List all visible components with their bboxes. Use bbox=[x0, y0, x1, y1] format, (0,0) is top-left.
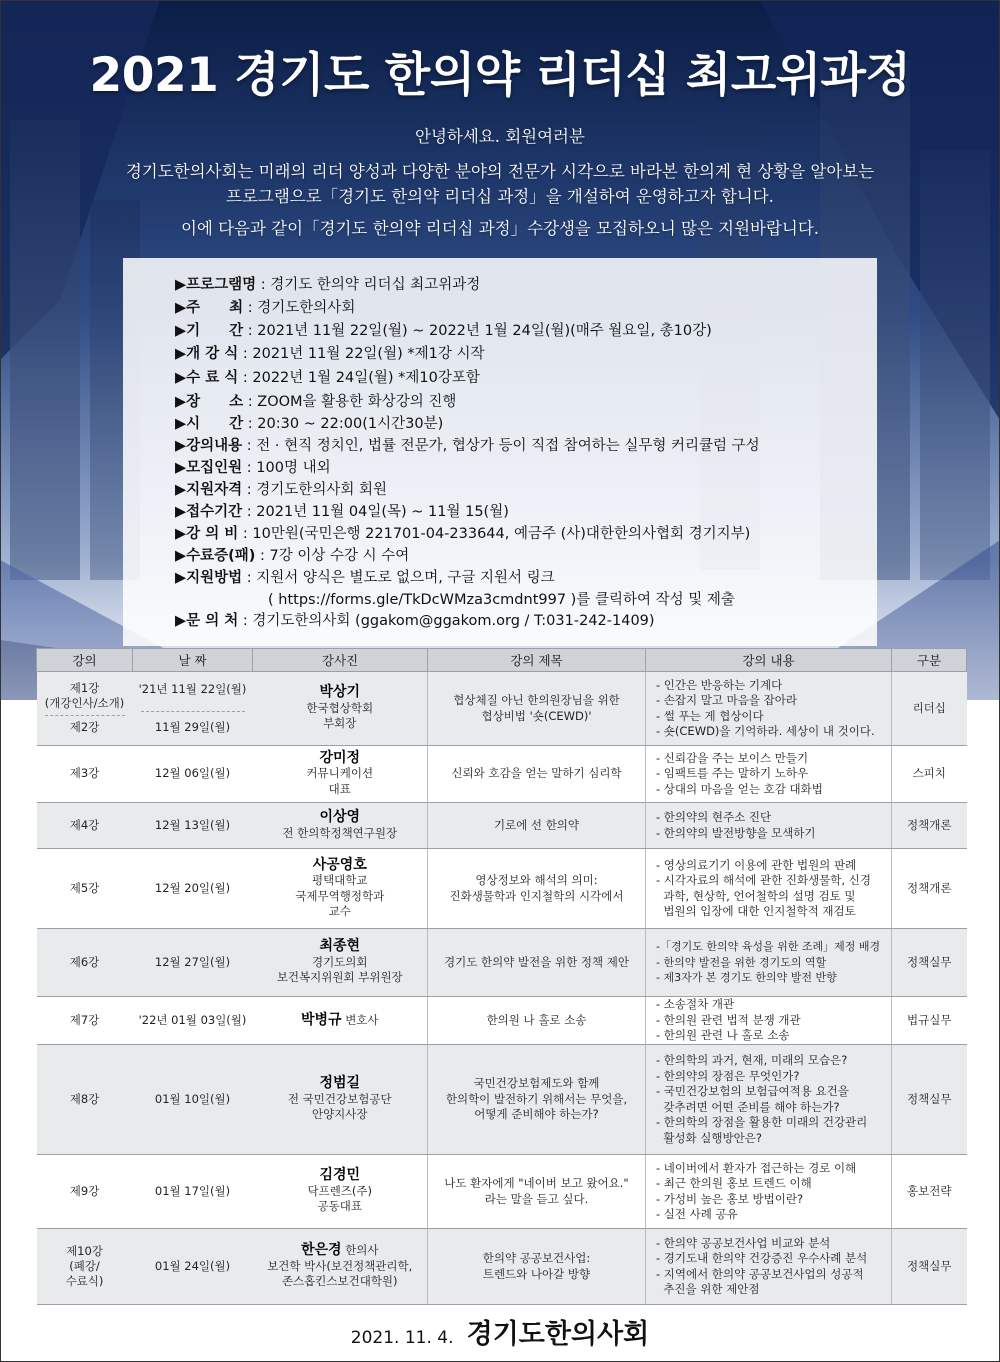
page-title: 2021 경기도 한의약 리더십 최고위과정 bbox=[89, 48, 911, 103]
content-cell: - 한의약 공공보건사업 비교와 분석 - 경기도내 한의약 건강증진 우수사례 분석 - 지역에서 한의약 공공보건사업의 성공적 추진을 위한 제안점 bbox=[646, 1229, 892, 1305]
category-cell: 리더십 bbox=[892, 672, 967, 746]
footer-date: 2021. 11. 4. bbox=[350, 1328, 454, 1348]
lecture-cell: 제1강 (개강인사/소개) 제2강 bbox=[37, 672, 133, 746]
lecturer-cell: 강미정 커뮤니케이션 대표 bbox=[253, 746, 428, 803]
date-cell: 01월 24일(월) bbox=[133, 1229, 253, 1305]
content-cell: - 신뢰감을 주는 보이스 만들기 - 임팩트를 주는 말하기 노하우 - 상대의 마음을 얻는 호감 대화법 bbox=[646, 746, 892, 803]
subject-cell: 국민건강보험제도와 함께 한의학이 발전하기 위해서는 무엇을, 어떻게 준비해야 하는가? bbox=[428, 1045, 646, 1155]
lecturer-cell: 사공영호 평택대학교 국제무역행정학과 교수 bbox=[253, 849, 428, 929]
category-cell: 정책실무 bbox=[892, 1229, 967, 1305]
lecturer-cell: 박상기 한국협상학회 부회장 bbox=[253, 672, 428, 746]
date-cell: 12월 20일(월) bbox=[133, 849, 253, 929]
category-cell: 스피치 bbox=[892, 746, 967, 803]
date-cell: 01월 10일(월) bbox=[133, 1045, 253, 1155]
lecturer-cell: 김경민 닥프렌즈(주) 공동대표 bbox=[253, 1155, 428, 1229]
date-cell: 12월 27일(월) bbox=[133, 929, 253, 997]
col-header-subject: 강의 제목 bbox=[428, 649, 646, 672]
info-row-application-period: ▶접수기간 : 2021년 11월 04일(목) ~ 11월 15(월) bbox=[175, 504, 509, 520]
content-cell: - 한의학의 과거, 현재, 미래의 모습은? - 한의약의 장점은 무엇인가? - 국민건강보험의 보험급여적용 요건을 갖추려면 어떤 준비를 해야 하는가? - 한의학의 장점을 활용한 미래의 건강관리 활성화 실행방안은? bbox=[646, 1045, 892, 1155]
date-cell: '22년 01월 03일(월) bbox=[133, 997, 253, 1045]
table-row bbox=[37, 1045, 967, 1155]
table-row bbox=[37, 929, 967, 997]
intro-line-1: 경기도한의사회는 미래의 리더 양성과 다양한 분야의 전문가 시각으로 바라본 한의계 현 상황을 알아보는 bbox=[125, 162, 875, 181]
lecturer-cell: 한은경 한의사 보건학 박사(보건정책관리학, 존스홉킨스보건대학원) bbox=[253, 1229, 428, 1305]
info-row-apply-method: ▶지원방법 : 지원서 양식은 별도로 없으며, 구글 지원서 링크 bbox=[175, 570, 555, 586]
lecture-schedule-table bbox=[36, 648, 966, 1308]
col-header-lecturer: 강사진 bbox=[253, 649, 428, 672]
lecture-cell: 제4강 bbox=[37, 803, 133, 849]
category-cell: 정책개론 bbox=[892, 803, 967, 849]
lecture-cell: 제10강 (폐강/ 수료식) bbox=[37, 1229, 133, 1305]
info-row-opening: ▶개 강 식 : 2021년 11월 22일(월) *제1강 시작 bbox=[175, 346, 485, 362]
content-cell: - 네이버에서 환자가 접근하는 경로 이해 - 최근 한의원 홍보 트렌드 이해 - 가성비 높은 홍보 방법이란? - 실전 사례 공유 bbox=[646, 1155, 892, 1229]
footer-organization: 경기도한의사회 bbox=[466, 1319, 650, 1350]
col-header-lecture: 강의 bbox=[37, 649, 133, 672]
table-row bbox=[37, 672, 967, 746]
content-cell: - 한의약의 현주소 진단 - 한의약의 발전방향을 모색하기 bbox=[646, 803, 892, 849]
lecturer-cell: 이상영 전 한의학정책연구원장 bbox=[253, 803, 428, 849]
lecture-cell: 제3강 bbox=[37, 746, 133, 803]
content-cell: - 소송절차 개관 - 한의원 관련 법적 분쟁 개관 - 한의원 관련 나 홀로 소송 bbox=[646, 997, 892, 1045]
intro-greeting: 안녕하세요. 회원여러분 bbox=[415, 127, 585, 146]
content-cell: - 영상의료기기 이용에 관한 법원의 판례 - 시각자료의 해석에 관한 진화생물학, 신경 과학, 현상학, 언어철학의 설명 검토 및 법원의 입장에 대한 인지철학적 재검토 bbox=[646, 849, 892, 929]
info-row-period: ▶기 간 : 2021년 11월 22일(월) ~ 2022년 1월 24일(월)(매주 월요일, 총10강) bbox=[175, 323, 712, 339]
info-row-program-name: ▶프로그램명 : 경기도 한의약 리더십 최고위과정 bbox=[175, 277, 481, 293]
subject-cell: 나도 환자에게 "네이버 보고 왔어요." 라는 말을 듣고 싶다. bbox=[428, 1155, 646, 1229]
subject-cell: 기로에 선 한의약 bbox=[428, 803, 646, 849]
table-row bbox=[37, 849, 967, 929]
table-row bbox=[37, 803, 967, 849]
category-cell: 정책실무 bbox=[892, 1045, 967, 1155]
category-cell: 정책실무 bbox=[892, 929, 967, 997]
lecturer-cell: 박병규 변호사 bbox=[253, 997, 428, 1045]
col-header-category: 구분 bbox=[892, 649, 967, 672]
table-row bbox=[37, 997, 967, 1045]
table-row bbox=[37, 1229, 967, 1305]
date-cell: 12월 06일(월) bbox=[133, 746, 253, 803]
content-cell: - 인간은 반응하는 기계다 - 손잡지 말고 마음을 잡아라 - 썰 푸는 게 협상이다 - 숏(CEWD)을 기억하라. 세상이 내 것이다. bbox=[646, 672, 892, 746]
lecturer-cell: 정범길 전 국민건강보험공단 안양지사장 bbox=[253, 1045, 428, 1155]
lecture-cell: 제7강 bbox=[37, 997, 133, 1045]
subject-cell: 경기도 한의약 발전을 위한 정책 제안 bbox=[428, 929, 646, 997]
info-row-capacity: ▶모집인원 : 100명 내외 bbox=[175, 460, 331, 476]
category-cell: 법규실무 bbox=[892, 997, 967, 1045]
date-cell: 01월 17일(월) bbox=[133, 1155, 253, 1229]
info-row-fee: ▶강 의 비 : 10만원(국민은행 221701-04-233644, 예금주 (사)대한한의사협회 경기지부) bbox=[175, 526, 751, 542]
info-row-content: ▶강의내용 : 전 · 현직 정치인, 법률 전문가, 협상가 등이 직접 참여하는 실무형 커리큘럼 구성 bbox=[175, 438, 760, 454]
table-header-row bbox=[37, 649, 967, 672]
footer bbox=[0, 1312, 1000, 1351]
info-row-contact: ▶문 의 처 : 경기도한의사회 (ggakom@ggakom.org / T:031-242-1409) bbox=[175, 613, 655, 629]
lecture-cell: 제8강 bbox=[37, 1045, 133, 1155]
subject-cell: 영상정보와 해석의 의미: 진화생물학과 인지철학의 시각에서 bbox=[428, 849, 646, 929]
subject-cell: 협상체질 아닌 한의원장님을 위한 협상비법 '숏(CEWD)' bbox=[428, 672, 646, 746]
content-cell: -「경기도 한의약 육성을 위한 조례」제정 배경 - 한의약 발전을 위한 경기도의 역할 - 제3자가 본 경기도 한의약 발전 반향 bbox=[646, 929, 892, 997]
subject-cell: 신뢰와 호감을 얻는 말하기 심리학 bbox=[428, 746, 646, 803]
info-row-host: ▶주 최 : 경기도한의사회 bbox=[175, 300, 356, 316]
info-row-venue: ▶장 소 : ZOOM을 활용한 화상강의 진행 bbox=[175, 394, 457, 410]
col-header-content: 강의 내용 bbox=[646, 649, 892, 672]
date-cell: 12월 13일(월) bbox=[133, 803, 253, 849]
date-cell: '21년 11월 22일(월) 11월 29일(월) bbox=[133, 672, 253, 746]
category-cell: 정책개론 bbox=[892, 849, 967, 929]
table-row bbox=[37, 746, 967, 803]
info-row-closing: ▶수 료 식 : 2022년 1월 24일(월) *제10강포함 bbox=[175, 370, 480, 386]
col-header-date: 날 짜 bbox=[133, 649, 253, 672]
lecture-cell: 제9강 bbox=[37, 1155, 133, 1229]
lecturer-cell: 최종현 경기도의회 보건복지위원회 부위원장 bbox=[253, 929, 428, 997]
info-row-time: ▶시 간 : 20:30 ~ 22:00(1시간30분) bbox=[175, 416, 444, 432]
intro-line-3: 이에 다음과 같이「경기도 한의약 리더십 과정」수강생을 모집하오니 많은 지원바랍니다. bbox=[180, 219, 820, 238]
subject-cell: 한의원 나 홀로 소송 bbox=[428, 997, 646, 1045]
subject-cell: 한의약 공공보건사업: 트렌드와 나아갈 방향 bbox=[428, 1229, 646, 1305]
info-row-certificate: ▶수료증(패) : 7강 이상 수강 시 수여 bbox=[175, 548, 410, 564]
lecture-cell: 제6강 bbox=[37, 929, 133, 997]
category-cell: 홍보전략 bbox=[892, 1155, 967, 1229]
intro-line-2: 프로그램으로「경기도 한의약 리더십 과정」을 개설하여 운영하고자 합니다. bbox=[226, 187, 774, 206]
table-row bbox=[37, 1155, 967, 1229]
info-row-apply-link[interactable]: ( https://forms.gle/TkDcWMza3cmdnt997 )를 클릭하여 작성 및 제출 bbox=[268, 592, 735, 608]
info-row-eligibility: ▶지원자격 : 경기도한의사회 회원 bbox=[175, 482, 387, 498]
lecture-cell: 제5강 bbox=[37, 849, 133, 929]
